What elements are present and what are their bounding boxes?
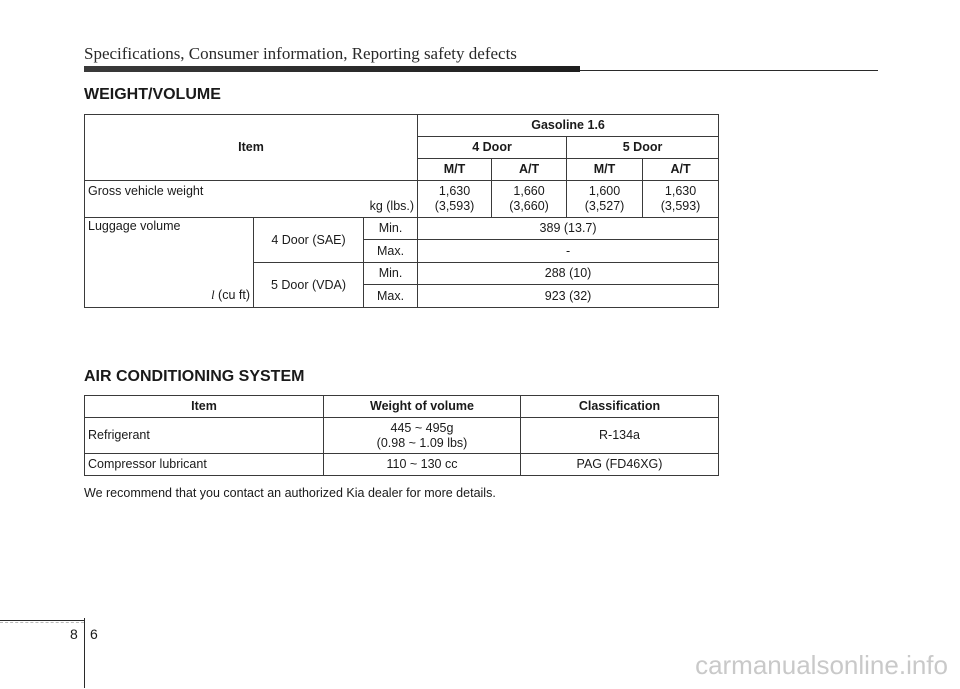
gross-weight-unit: kg (lbs.)	[369, 199, 415, 213]
dealer-note: We recommend that you contact an authorized Kia dealer for more details.	[84, 486, 496, 500]
trans-header: A/T	[643, 159, 719, 181]
value-kg: 1,630	[438, 184, 471, 198]
luggage-row	[85, 218, 719, 240]
page-number: 6	[90, 626, 98, 642]
header-bar	[84, 66, 580, 72]
max-label: Max.	[364, 285, 418, 308]
air-conditioning-table	[84, 395, 719, 476]
min-label: Min.	[364, 263, 418, 285]
ac-item: Refrigerant	[85, 418, 324, 454]
value-lbs: (3,527)	[584, 199, 625, 213]
value-kg: 1,630	[664, 184, 697, 198]
gross-weight-value	[418, 181, 492, 218]
ac-weight-line: (0.98 ~ 1.09 lbs)	[376, 435, 468, 450]
header-rule	[580, 70, 878, 71]
ac-weight	[324, 418, 521, 454]
gross-weight-value	[492, 181, 567, 218]
section-number: 8	[70, 626, 78, 642]
fuel-header: Gasoline 1.6	[418, 115, 719, 137]
watermark: carmanualsonline.info	[695, 650, 948, 680]
gross-weight-row	[85, 181, 719, 218]
gross-weight-label-cell	[85, 181, 418, 218]
luggage-min-value: 288 (10)	[418, 263, 719, 285]
trans-header: M/T	[418, 159, 492, 181]
gross-weight-value	[567, 181, 643, 218]
value-lbs: (3,660)	[509, 199, 549, 213]
footer-divider	[84, 618, 85, 688]
min-label: Min.	[364, 218, 418, 240]
trans-header: M/T	[567, 159, 643, 181]
ac-weight: 110 ~ 130 cc	[324, 454, 521, 476]
value-kg: 1,660	[513, 184, 545, 198]
gross-weight-label: Gross vehicle weight	[88, 184, 204, 198]
door-header-4door: 4 Door	[418, 137, 567, 159]
luggage-min-value: 389 (13.7)	[418, 218, 719, 240]
table-row	[85, 418, 719, 454]
max-label: Max.	[364, 240, 418, 263]
liter-symbol: l	[211, 288, 215, 302]
item-header: Item	[85, 115, 418, 181]
ac-header-item: Item	[85, 396, 324, 418]
weight-volume-table	[84, 114, 719, 308]
footer-rule	[0, 620, 84, 621]
luggage-group-name: 4 Door (SAE)	[254, 218, 364, 263]
ac-item: Compressor lubricant	[85, 454, 324, 476]
ac-header-classification: Classification	[521, 396, 719, 418]
ac-header-weight: Weight of volume	[324, 396, 521, 418]
ac-classification: PAG (FD46XG)	[521, 454, 719, 476]
luggage-unit	[211, 288, 250, 303]
footer-dashed-rule	[0, 622, 84, 623]
luggage-group-name: 5 Door (VDA)	[254, 263, 364, 308]
trans-header: A/T	[492, 159, 567, 181]
luggage-label: Luggage volume	[88, 219, 181, 233]
table-row	[85, 454, 719, 476]
air-conditioning-title: AIR CONDITIONING SYSTEM	[84, 368, 305, 385]
luggage-max-value: 923 (32)	[418, 285, 719, 308]
value-kg: 1,600	[588, 184, 621, 198]
value-lbs: (3,593)	[660, 199, 701, 213]
page-header-title: Specifications, Consumer information, Reporting safety defects	[84, 44, 517, 63]
ac-classification: R-134a	[521, 418, 719, 454]
ac-weight-line: 445 ~ 495g	[390, 420, 454, 435]
door-header-5door: 5 Door	[567, 137, 719, 159]
value-lbs: (3,593)	[434, 199, 475, 213]
luggage-label-cell	[85, 218, 254, 308]
weight-volume-title: WEIGHT/VOLUME	[84, 86, 221, 103]
luggage-max-value: -	[418, 240, 719, 263]
gross-weight-value	[643, 181, 719, 218]
luggage-unit-text: (cu ft)	[214, 288, 250, 302]
